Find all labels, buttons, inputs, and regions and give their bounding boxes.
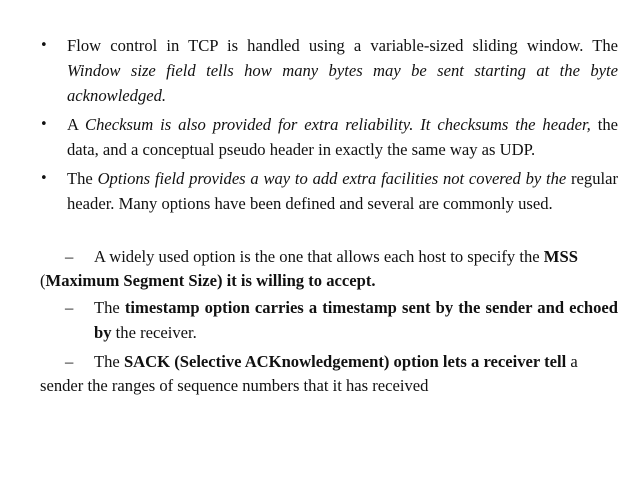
sub-text-bold: timestamp option carries a timestamp sent by the sender and echoed by bbox=[94, 298, 618, 342]
sub-item-line bbox=[40, 244, 618, 269]
sub-text-bold: MSS bbox=[543, 247, 578, 266]
sub-text-plain: sender the ranges of sequence numbers that it has received bbox=[40, 376, 429, 395]
bullet-checksum bbox=[40, 112, 618, 162]
sub-text-plain: a bbox=[566, 352, 578, 371]
bullet-text bbox=[67, 112, 618, 162]
dash-marker: – bbox=[65, 247, 74, 266]
sub-item-sack bbox=[40, 349, 618, 374]
sub-text-plain: The bbox=[94, 298, 125, 317]
bullet-text-plain: the data, and a conceptual pseudo header in exactly the same way as UDP. bbox=[67, 115, 618, 159]
sub-text-plain: ( bbox=[40, 271, 46, 290]
sub-text-bold: SACK (Selective ACKnowledgement) option lets a receiver tell bbox=[123, 352, 567, 371]
sub-item-timestamp bbox=[40, 295, 618, 345]
sub-text bbox=[94, 295, 618, 345]
sub-item-mss-continued bbox=[40, 268, 618, 293]
sub-text-plain: The bbox=[94, 352, 124, 371]
bullet-marker: • bbox=[40, 117, 48, 132]
bullet-text-plain: The bbox=[67, 169, 98, 188]
bullet-text-italic: Window size field tells how many bytes may be sent starting at the byte acknowledged. bbox=[67, 61, 618, 105]
bullet-text-plain: Flow control in TCP is handled using a variable-sized sliding window. The bbox=[67, 36, 618, 55]
sub-item-line bbox=[40, 295, 618, 345]
bullet-marker: • bbox=[40, 38, 48, 53]
dash-marker: – bbox=[65, 298, 74, 317]
sub-text-plain: A widely used option is the one that allows each host to specify the bbox=[94, 247, 544, 266]
bullet-text bbox=[67, 166, 618, 216]
sub-item-sack-continued bbox=[40, 373, 618, 398]
bullet-marker: • bbox=[40, 171, 48, 186]
bullet-text-italic: Options field provides a way to add extra facilities not covered by the bbox=[97, 169, 567, 188]
sub-text-bold: Maximum Segment Size) it is willing to accept. bbox=[45, 271, 376, 290]
bullet-text-italic: Checksum is also provided for extra reliability. It checksums the header, bbox=[85, 115, 591, 134]
sub-item-line bbox=[40, 349, 618, 374]
sub-item-mss bbox=[40, 244, 618, 269]
bullet-flow-control bbox=[40, 33, 618, 108]
bullet-options bbox=[40, 166, 618, 216]
bullet-text bbox=[67, 33, 618, 108]
dash-marker: – bbox=[65, 352, 74, 371]
bullet-text-plain: regular header. Many options have been defined and several are commonly used. bbox=[67, 169, 619, 213]
sub-text-plain: the receiver. bbox=[111, 323, 197, 342]
bullet-text-plain: A bbox=[67, 115, 85, 134]
